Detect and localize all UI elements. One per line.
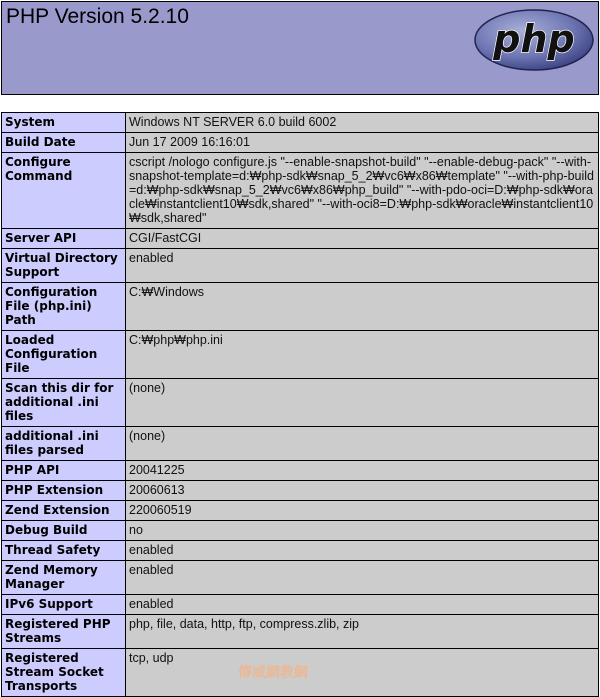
- row-key: IPv6 Support: [2, 595, 126, 615]
- row-key: Registered PHP Streams: [2, 615, 126, 649]
- row-value: tcp, udp: [126, 649, 599, 697]
- row-key: Server API: [2, 229, 126, 249]
- table-row: [2, 283, 599, 331]
- row-key: Virtual Directory Support: [2, 249, 126, 283]
- row-value: Jun 17 2009 16:16:01: [126, 133, 599, 153]
- php-logo-icon: [473, 8, 595, 72]
- row-key: Registered Stream Socket Transports: [2, 649, 126, 697]
- row-value: (none): [126, 427, 599, 461]
- table-row: [2, 113, 599, 133]
- row-value: enabled: [126, 561, 599, 595]
- table-row: [2, 595, 599, 615]
- row-key: Configure Command: [2, 153, 126, 229]
- row-key: Zend Memory Manager: [2, 561, 126, 595]
- row-value: enabled: [126, 541, 599, 561]
- row-value: no: [126, 521, 599, 541]
- table-row: [2, 153, 599, 229]
- table-row: [2, 501, 599, 521]
- row-value: CGI/FastCGI: [126, 229, 599, 249]
- row-key: Configuration File (php.ini) Path: [2, 283, 126, 331]
- row-key: System: [2, 113, 126, 133]
- table-row: [2, 427, 599, 461]
- table-row: [2, 615, 599, 649]
- row-value: Windows NT SERVER 6.0 build 6002: [126, 113, 599, 133]
- row-key: Thread Safety: [2, 541, 126, 561]
- row-key: Zend Extension: [2, 501, 126, 521]
- row-value: cscript /nologo configure.js "--enable-snapshot-build" "--enable-debug-pack" "--with-snapshot-template=d:₩php-sdk₩snap_5_2₩vc6₩x86₩template" "--with-php-build=d:₩php-sdk₩snap_5_2₩vc6₩x86₩php_build" "--with-pdo-oci=D:₩php-sdk₩oracle₩instantclient10₩sdk,shared" "--with-oci8=D:₩php-sdk₩oracle₩instantclient10₩sdk,shared": [126, 153, 599, 229]
- row-value: enabled: [126, 595, 599, 615]
- table-row: [2, 541, 599, 561]
- svg-text:php: php: [493, 17, 575, 61]
- row-value: 20060613: [126, 481, 599, 501]
- row-key: Scan this dir for additional .ini files: [2, 379, 126, 427]
- phpinfo-header: [1, 1, 599, 95]
- row-key: Debug Build: [2, 521, 126, 541]
- row-value: (none): [126, 379, 599, 427]
- table-row: [2, 249, 599, 283]
- table-row: [2, 133, 599, 153]
- row-value: enabled: [126, 249, 599, 283]
- row-value: 20041225: [126, 461, 599, 481]
- page-title: PHP Version 5.2.10: [6, 5, 189, 28]
- table-row: [2, 521, 599, 541]
- row-key: Build Date: [2, 133, 126, 153]
- table-row: [2, 331, 599, 379]
- table-row: [2, 229, 599, 249]
- table-row: [2, 461, 599, 481]
- row-key: Loaded Configuration File: [2, 331, 126, 379]
- row-value: C:₩Windows: [126, 283, 599, 331]
- row-value: C:₩php₩php.ini: [126, 331, 599, 379]
- row-key: additional .ini files parsed: [2, 427, 126, 461]
- table-row: [2, 481, 599, 501]
- table-row: [2, 561, 599, 595]
- row-value: php, file, data, http, ftp, compress.zlib, zip: [126, 615, 599, 649]
- table-row: [2, 379, 599, 427]
- row-key: PHP API: [2, 461, 126, 481]
- watermark: 傳威網教網: [238, 665, 308, 681]
- row-key: PHP Extension: [2, 481, 126, 501]
- row-value: 220060519: [126, 501, 599, 521]
- info-table: [1, 112, 599, 697]
